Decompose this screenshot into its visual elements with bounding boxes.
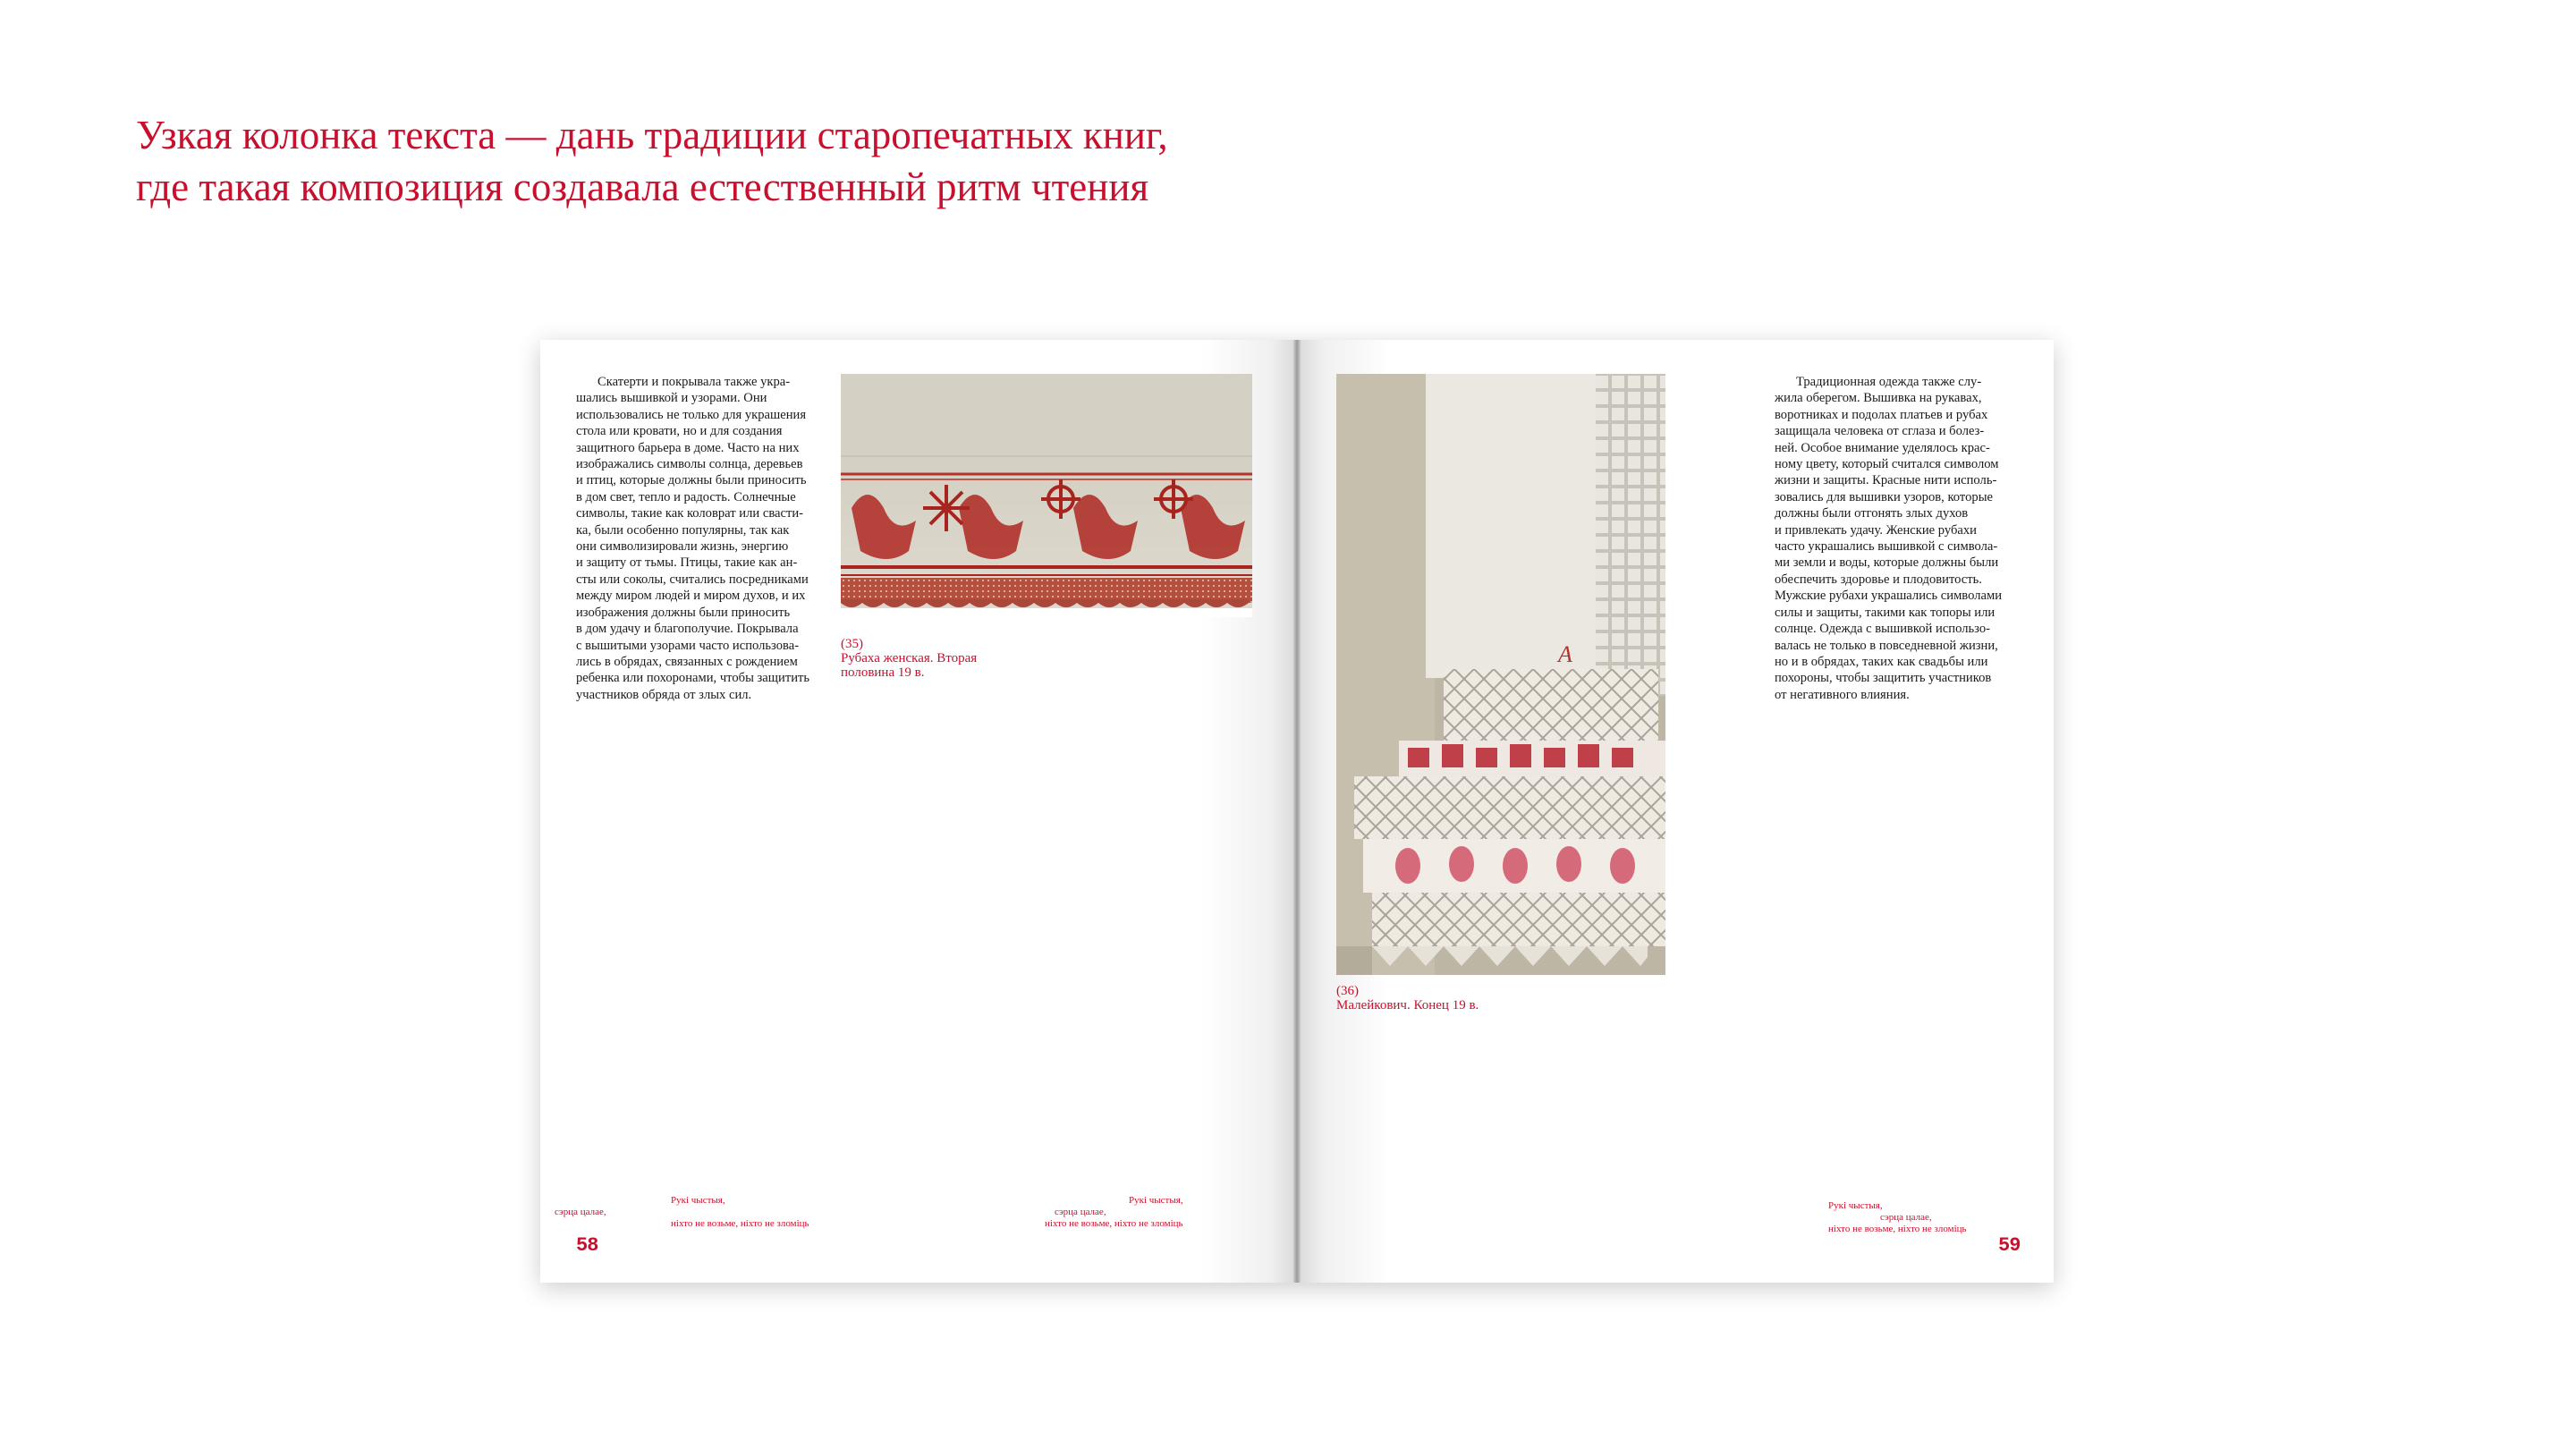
verse-line: сэрца цалае, bbox=[1880, 1212, 1932, 1223]
page-number-right: 59 bbox=[1998, 1234, 2021, 1257]
text-line: ней. Особое внимание уделялось крас- bbox=[1775, 440, 1990, 455]
text-line: зовались для вышивки узоров, которые bbox=[1775, 489, 1993, 504]
text-line: от негативного влияния. bbox=[1775, 687, 1910, 702]
verse-line: ніхто не возьме, ніхто не зломіць bbox=[1828, 1224, 1967, 1234]
text-line: изображались символы солнца, деревьев bbox=[576, 457, 803, 472]
caption-line: Малейкович. Конец 19 в. bbox=[1336, 998, 1479, 1013]
verse-line: ніхто не возьме, ніхто не зломіць bbox=[671, 1218, 809, 1229]
text-line: валась не только в повседневной жизни, bbox=[1775, 638, 1998, 653]
text-line: жизни и защиты. Красные нити исполь- bbox=[1775, 473, 1997, 488]
text-line: ка, были особенно популярны, так как bbox=[576, 522, 790, 538]
text-line: Мужские рубахи украшались символами bbox=[1775, 589, 2003, 604]
verse-right-page bbox=[1828, 1200, 1967, 1235]
text-line: защитного барьера в доме. Часто на них bbox=[576, 440, 800, 455]
text-line: жила оберегом. Вышивка на рукавах, bbox=[1775, 391, 1982, 406]
text-line: лись в обрядах, связанных с рождением bbox=[576, 654, 798, 669]
text-line: солнце. Одежда с вышивкой использо- bbox=[1775, 622, 1990, 637]
left-body-text bbox=[576, 374, 809, 703]
text-line: изображения должны были приносить bbox=[576, 605, 791, 620]
verse-line: Рукі чыстыя, bbox=[671, 1195, 725, 1206]
verse-line: сэрца цалае, bbox=[1054, 1207, 1106, 1217]
text-line: между миром людей и миром духов, и их bbox=[576, 589, 806, 604]
page-number-left: 58 bbox=[576, 1234, 598, 1257]
left-page bbox=[540, 340, 1293, 1283]
book-spread bbox=[540, 340, 2054, 1283]
verse-line: Рукі чыстыя, bbox=[1828, 1200, 1883, 1211]
text-line: Скатерти и покрывала также укра- bbox=[597, 375, 791, 389]
text-line: защищала человека от сглаза и болез- bbox=[1775, 424, 1985, 439]
text-line: в дом свет, тепло и радость. Солнечные bbox=[576, 489, 796, 504]
text-line: в дом удачу и благополучие. Покрывала bbox=[576, 622, 799, 637]
text-line: и птиц, которые должны были приносить bbox=[576, 473, 807, 488]
verse-line: сэрца цалае, bbox=[555, 1207, 606, 1217]
text-line: должны были отгонять злых духов bbox=[1775, 506, 1969, 521]
verse-line: Рукі чыстыя, bbox=[1128, 1195, 1183, 1206]
text-line: использовались не только для украшения bbox=[576, 407, 807, 422]
text-line: Традиционная одежда также слу- bbox=[1796, 375, 1982, 389]
text-line: участников обряда от злых сил. bbox=[576, 687, 752, 702]
verse-left bbox=[555, 1195, 809, 1230]
text-line: ми земли и воды, которые должны были bbox=[1775, 555, 1999, 571]
text-line: они символизировали жизнь, энергию bbox=[576, 539, 789, 555]
text-line: ребенка или похоронами, чтобы защитить bbox=[576, 671, 810, 686]
book-gutter bbox=[1293, 340, 1301, 1283]
caption-line: половина 19 в. bbox=[841, 665, 925, 680]
headline bbox=[136, 109, 1478, 213]
text-line: воротниках и подолах платьев и рубах bbox=[1775, 407, 1988, 422]
right-page bbox=[1301, 340, 2054, 1283]
caption-35 bbox=[841, 637, 977, 680]
text-line: часто украшались вышивкой с символа- bbox=[1775, 539, 1998, 555]
right-body-text bbox=[1775, 374, 2034, 703]
text-line: и привлекать удачу. Женские рубахи bbox=[1775, 522, 1977, 538]
text-line: силы и защиты, такими как топоры или bbox=[1775, 605, 1996, 620]
verse-right-on-left-page bbox=[1045, 1195, 1183, 1230]
text-line: ному цвету, который считался символом bbox=[1775, 457, 1999, 472]
text-line: шались вышивкой и узорами. Они bbox=[576, 391, 767, 406]
lace-towel-photo bbox=[1336, 374, 1665, 975]
headline-line-2: где такая композиция создавала естественный ритм чтения bbox=[136, 165, 1149, 209]
text-line: с вышитыми узорами часто использова- bbox=[576, 638, 800, 653]
text-line: и защиту от тьмы. Птицы, такие как ан- bbox=[576, 555, 798, 571]
text-line: похороны, чтобы защитить участников bbox=[1775, 671, 1992, 686]
text-line: стола или кровати, но и для создания bbox=[576, 424, 783, 439]
caption-36 bbox=[1336, 984, 1479, 1013]
verse-line: ніхто не возьме, ніхто не зломіць bbox=[1045, 1218, 1183, 1229]
text-line: символы, такие как коловрат или свасти- bbox=[576, 506, 804, 521]
text-line: но и в обрядах, таких как свадьбы или bbox=[1775, 654, 1988, 669]
caption-line: Рубаха женская. Вторая bbox=[841, 651, 978, 665]
embroidered-shirt-photo bbox=[841, 374, 1252, 617]
caption-number: (36) bbox=[1336, 984, 1359, 998]
caption-number: (35) bbox=[841, 637, 863, 651]
text-line: сты или соколы, считались посредниками bbox=[576, 572, 809, 587]
headline-line-1: Узкая колонка текста — дань традиции старопечатных книг, bbox=[136, 113, 1168, 157]
svg-text:A: A bbox=[1558, 641, 1572, 667]
text-line: обеспечить здоровье и плодовитость. bbox=[1775, 572, 1982, 587]
